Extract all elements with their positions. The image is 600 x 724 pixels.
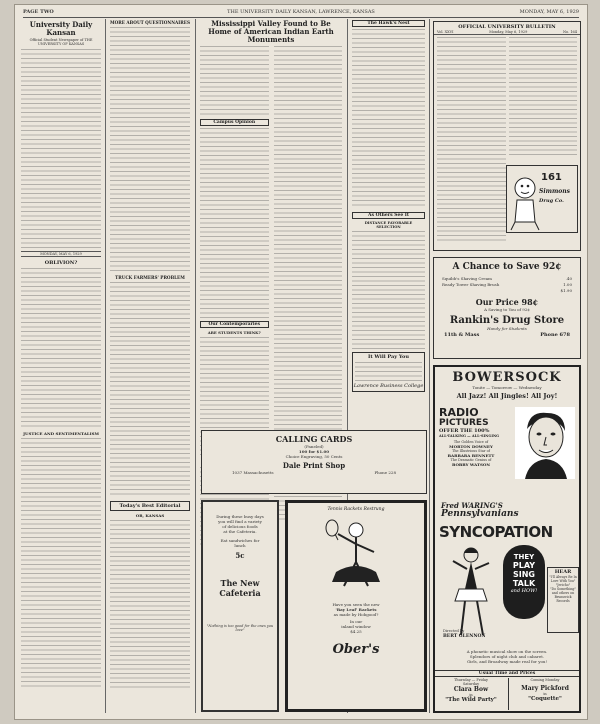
bowersock-blurb: [435, 649, 579, 664]
they-2: PLAY: [512, 561, 536, 570]
rankins-drug-ad: [433, 257, 581, 359]
business-college-title: It Will Pay You: [368, 354, 409, 360]
column-rule: [429, 19, 430, 713]
hawks-nest-body: [352, 29, 425, 209]
column-rule: [105, 19, 106, 713]
tennis-caption: Tennis Rackets Restrung: [327, 507, 385, 512]
usual-prices: Usual Time and Prices: [435, 670, 579, 677]
blurb-1: A phonetic musical show on the screen.: [466, 649, 548, 654]
tennis-line-4: In our: [349, 619, 363, 624]
band-line-2: Pennsylvanians: [441, 509, 519, 519]
bulletin-title: OFFICIAL UNIVERSITY BULLETIN: [458, 24, 556, 30]
questionnaires-body: [110, 27, 190, 272]
business-college-signature: Lawrence Business College: [353, 383, 424, 389]
dale-print-shop: Dale Print Shop: [282, 461, 346, 470]
upcoming-right-3: in: [543, 692, 547, 696]
distance-body: [352, 231, 425, 349]
bowersock-cheer: All Jazz! All Jingles! All Joy!: [456, 392, 558, 400]
credits-6: BOBBY WATSON: [451, 462, 490, 467]
upcoming-left-1: Thursday — Friday: [454, 678, 488, 682]
editorial-headline: OBLIVION?: [44, 260, 78, 266]
they-play-badge: [503, 545, 545, 619]
rankins-chance-title: A Chance to Save 92¢: [452, 262, 562, 272]
cafeteria-footer: "Nothing is too good for the ones you love": [206, 624, 274, 632]
dale-address: 1037 Massachusetts: [232, 470, 274, 475]
rankins-saving: A Saving to You of 92¢: [484, 307, 530, 312]
best-editorial-body: [110, 520, 190, 690]
column-editorial: [21, 19, 101, 713]
rankins-offer: Our Price 98¢: [475, 297, 539, 307]
campus-opinion-box: [200, 119, 269, 126]
best-editorial-headline: OR, KANSAS: [135, 513, 165, 518]
business-college-body: [355, 362, 422, 382]
masthead-staff-list: [21, 49, 101, 249]
radio-line-3: OFFER THE 100%: [439, 428, 490, 434]
they-1: THEY: [513, 553, 535, 561]
hear-5: and others on Brunswick Records: [551, 591, 575, 603]
newspaper-page: [14, 4, 588, 720]
movie-title: SYNCOPATION: [439, 523, 553, 541]
upcoming-right-2: Mary Pickford: [521, 685, 569, 692]
business-college-ad: [352, 352, 425, 392]
upcoming-right-1: Coming Monday: [530, 678, 560, 682]
distance-headline: DISTANCE FAVORABLE SELECTION: [364, 221, 413, 229]
best-editorial-label: Today's Best Editorial: [119, 503, 181, 509]
directed-by-label: Directed by: [443, 629, 465, 633]
upcoming-right-4: "Coquette": [528, 696, 562, 702]
column-two: [110, 19, 190, 713]
hear-1: HEAR: [554, 569, 572, 575]
as-others-label: As Others See It: [368, 213, 409, 218]
rankins-phone: Phone 678: [540, 332, 570, 338]
page-number: PAGE TWO: [23, 9, 54, 15]
upcoming-left-3: Clara Bow: [453, 686, 489, 693]
radio-pictures-block: [439, 407, 503, 467]
cartoon-brand-2: Drug Co.: [539, 198, 564, 204]
bowersock-title: BOWERSOCK: [452, 370, 562, 385]
cafeteria-line-4: at the Cafeteria.: [223, 529, 257, 534]
truck-farmers-body: [110, 282, 190, 497]
actor-portrait-illustration: [515, 407, 575, 479]
hawks-nest-box: [352, 20, 425, 27]
bowersock-subtitle: Tonite — Tomorrow — Wednesday: [472, 385, 542, 390]
calling-cards-line-1: (Paneled): [304, 444, 324, 449]
mary-pickford-block: [509, 678, 581, 702]
obers-logo: Ober's: [332, 642, 380, 657]
page-header: [23, 7, 579, 18]
contemporaries-box: [200, 321, 269, 328]
simmons-drug-ad: [506, 165, 578, 233]
calling-cards-line-3: Choice Engraving, 50 Cents: [285, 454, 343, 459]
cafeteria-line-5: Eat sandwiches for: [220, 538, 260, 543]
radio-line-2: PICTURES: [439, 418, 489, 428]
upcoming-left-2: Saturday: [462, 682, 480, 686]
they-4: TALK: [512, 579, 536, 588]
cafeteria-title: The New Cafeteria: [219, 578, 261, 598]
hear-2: "I'll Always Be In Love With You": [549, 575, 577, 583]
mississippi-body-left: [200, 46, 269, 116]
dancer-illustration: [445, 543, 497, 643]
students-think-headline: ARE STUDENTS THINK?: [207, 330, 261, 335]
cafeteria-line-6: lunch: [234, 543, 246, 548]
editorial-headline-2: JUSTICE AND SENTIMENTALISM: [23, 431, 99, 436]
upcoming-left-4: in: [469, 693, 473, 697]
rankins-tagline: Handy for Students: [487, 326, 527, 331]
contemporaries-label: Our Contemporaries: [208, 322, 261, 327]
rankins-item-2-price: 1.00: [563, 282, 572, 287]
tennis-line-6: $4.25: [350, 629, 362, 634]
hawks-nest-label: The Hawk's Nest: [367, 21, 410, 26]
clara-bow-block: [435, 678, 507, 703]
newspaper-name: THE UNIVERSITY DAILY KANSAN, LAWRENCE, KANSAS: [227, 9, 375, 15]
cartoon-number: 161: [541, 172, 562, 183]
cartoon-brand-1: Simmons: [539, 188, 571, 195]
dale-phone: Phone 228: [374, 470, 396, 475]
rankins-item-2: Ready Tower Shaving Brush: [442, 282, 500, 287]
radio-line-4: ALL-TALKING — ALL-SINGING: [439, 434, 500, 438]
bowersock-theater-ad: [433, 365, 581, 713]
hear-4: "Do Something": [550, 587, 576, 591]
credits-1: The Golden Voice of: [453, 440, 489, 444]
bulletin-notices-left: [437, 37, 506, 242]
as-others-box: [352, 212, 425, 219]
campus-opinion-body: [200, 128, 269, 318]
editorial-body-2: [21, 438, 101, 688]
campus-opinion-label: Campus Opinion: [213, 120, 256, 125]
cafeteria-line-2: you will find a variety: [218, 519, 262, 524]
radio-line-1: RADIO: [439, 406, 479, 419]
masthead-title: University Daily Kansan: [29, 20, 93, 37]
questionnaires-headline: MORE ABOUT QUESTIONNAIRES: [110, 20, 190, 25]
calling-cards-title: CALLING CARDS: [275, 434, 353, 444]
blurb-2: Splendors of night club and cabaret.: [469, 654, 545, 659]
mississippi-headline: Mississippi Valley Found to Be Home of American Indian Earth Monuments: [208, 19, 334, 44]
bulletin-date: Monday, May 6, 1929: [489, 30, 528, 34]
credits-3: The Illustrious Star of: [452, 449, 490, 453]
cafeteria-line-3: of delicious foods: [222, 524, 258, 529]
they-3: SING: [513, 570, 535, 579]
hear-songs-box: [547, 567, 579, 633]
issue-date: MONDAY, MAY 6, 1929: [519, 9, 579, 15]
masthead-subtitle: Official Student Newspaper of THE UNIVERSITY OF KANSAS: [29, 38, 93, 46]
rankins-address: 11th & Mass: [444, 332, 480, 338]
rankins-store-name: Rankin's Drug Store: [449, 315, 565, 326]
calling-cards-ad: [201, 430, 427, 494]
hear-3: "Jericho": [555, 583, 571, 587]
cafeteria-price: 5c: [235, 551, 245, 560]
tennis-player-illustration: [288, 512, 424, 602]
tennis-line-5: inland window: [341, 624, 371, 629]
new-cafeteria-ad: [201, 500, 279, 712]
credits-5: The Dramatic Genius of: [450, 458, 492, 462]
bulletin-notices-right: [509, 37, 578, 157]
credits-4: BARBARA BENNETT: [447, 453, 495, 458]
upcoming-left-5: "The Wild Party": [445, 697, 497, 703]
column-rule: [195, 19, 196, 713]
tennis-line-2: 'Bay Leaf' Rackets: [335, 607, 377, 612]
editorial-body: [21, 268, 101, 428]
cafeteria-line-1: During these busy days: [216, 514, 264, 519]
they-5: and HOW!: [510, 588, 538, 594]
band-line-1: Fred WARING'S: [441, 501, 503, 510]
rankins-item-1-price: .40: [565, 276, 572, 281]
best-editorial-box: [110, 501, 190, 511]
director-name: BERT GLENNON: [443, 634, 486, 639]
truck-farmers-headline: TRUCK FARMERS' PROBLEM: [115, 275, 185, 280]
rankins-total: $1.90: [560, 288, 572, 293]
tennis-line-1: Have you seen the new: [332, 602, 380, 607]
obers-tennis-ad: [285, 500, 427, 712]
rankins-item-1: Squibb's Shaving Cream: [442, 276, 492, 281]
editorial-date: MONDAY, MAY 6, 1929: [21, 251, 101, 257]
credits-2: MORTON DOWNEY: [449, 444, 493, 449]
blurb-3: Girls, and Broadway made real for you!: [466, 659, 548, 664]
tennis-line-3: as made by Hobgood?: [333, 612, 379, 617]
calling-cards-line-2: 100 for $1.00: [298, 449, 330, 454]
bulletin-volume: Vol. XXVI: [437, 30, 454, 34]
bulletin-number: No. 164: [562, 30, 577, 34]
